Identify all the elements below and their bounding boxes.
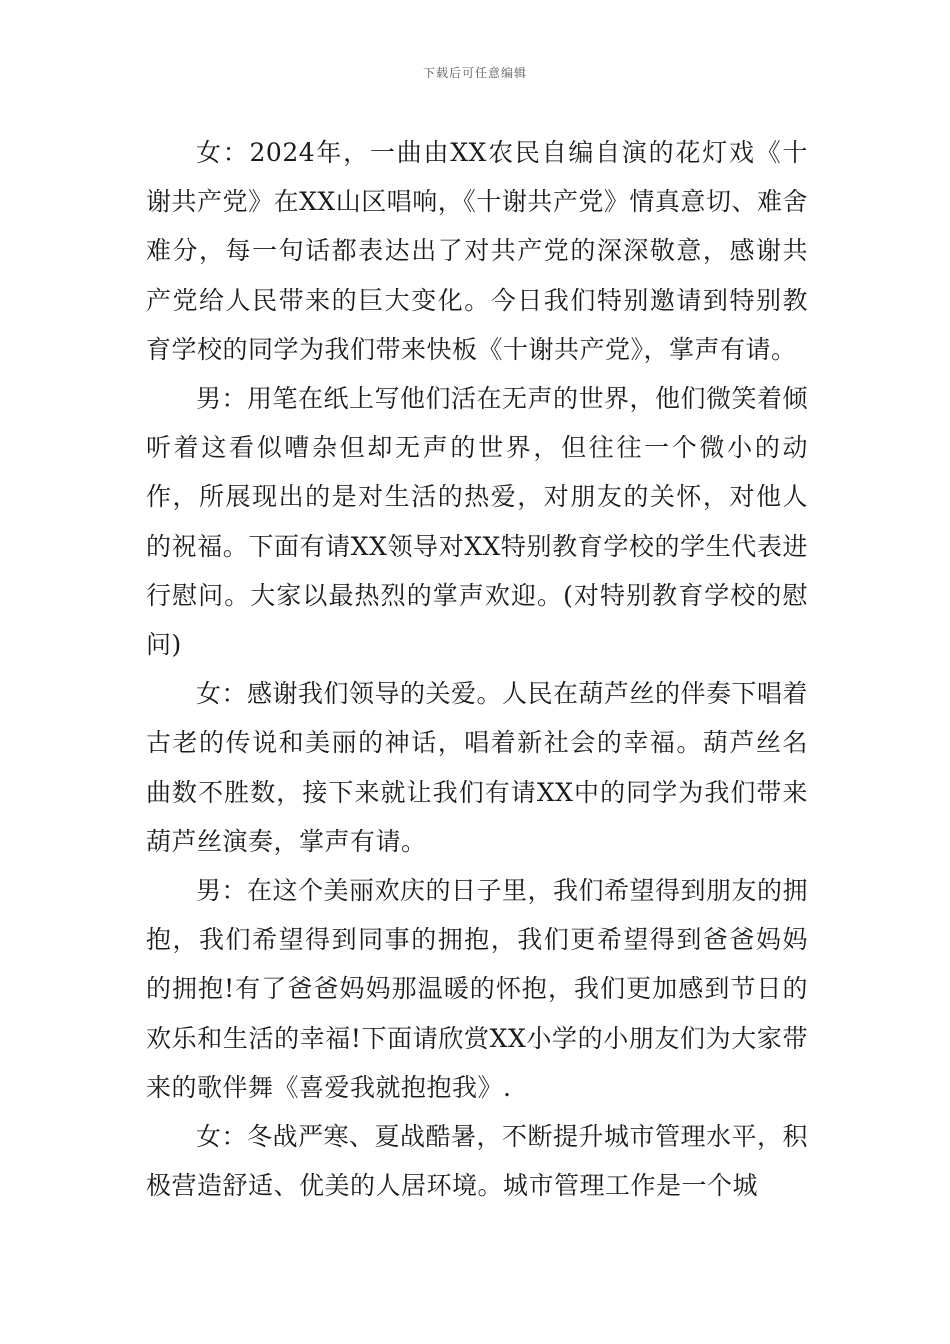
paragraph-female-host-2: 女：感谢我们领导的关爱。人民在葫芦丝的伴奏下唱着古老的传说和美丽的神话，唱着新社会的幸福。葫芦丝名曲数不胜数，接下来就让我们有请XX中的同学为我们带来葫芦丝演奏，掌声有请。 (146, 679, 809, 856)
paragraph-female-host-3: 女：冬战严寒、夏战酷暑，不断提升城市管理水平，积极营造舒适、优美的人居环境。城市管理工作是一个城 (146, 1122, 809, 1201)
paragraph-male-host-1: 男：用笔在纸上写他们活在无声的世界，他们微笑着倾听着这看似嘈杂但却无声的世界，但往往一个微小的动作，所展现出的是对生活的热爱，对朋友的关怀，对他人的祝福。下面有请XX领导对XX特别教育学校的学生代表进行慰问。大家以最热烈的掌声欢迎。(对特别教育学校的慰问) (146, 384, 809, 660)
paragraph-female-host-1: 女：2024年，一曲由XX农民自编自演的花灯戏《十谢共产党》在XX山区唱响，《十谢共产党》情真意切、难舍难分，每一句话都表达出了对共产党的深深敬意，感谢共产党给人民带来的巨大变化。今日我们特别邀请到特别教育学校的同学为我们带来快板《十谢共产党》，掌声有请。 (146, 138, 808, 364)
page-header-note: 下载后可任意编辑 (422, 66, 527, 80)
paragraph-male-host-2: 男：在这个美丽欢庆的日子里，我们希望得到朋友的拥抱，我们希望得到同事的拥抱，我们更希望得到爸爸妈妈的拥抱!有了爸爸妈妈那温暖的怀抱，我们更加感到节日的欢乐和生活的幸福!下面请欣赏XX小学的小朋友们为大家带来的歌伴舞《喜爱我就抱抱我》. (146, 876, 809, 1102)
document-body (146, 128, 808, 1210)
